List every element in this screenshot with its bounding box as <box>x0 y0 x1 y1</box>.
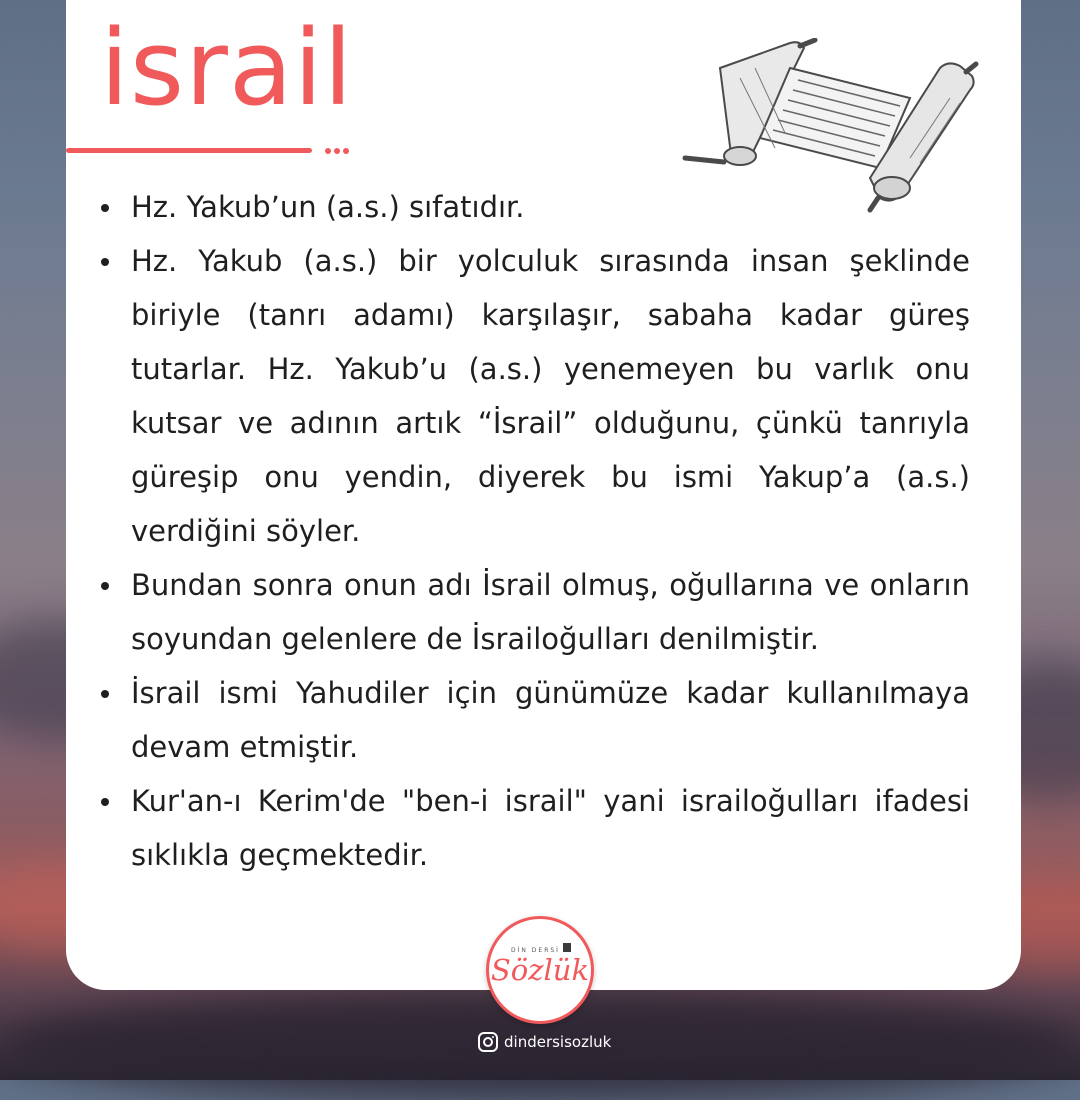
brand-logo <box>486 916 594 1024</box>
list-item: İsrail ismi Yahudiler için günümüze kadar kullanılmaya devam etmiştir. <box>98 666 970 774</box>
list-item: Hz. Yakub’un (a.s.) sıfatıdır. <box>98 180 970 234</box>
logo-top-text: DİN DERSİ <box>511 947 560 954</box>
list-item: Hz. Yakub (a.s.) bir yolculuk sırasında insan şeklinde biriyle (tanrı adamı) karşılaşır, sabaha kadar güreş tutarlar. Hz. Yakub’u (a.s.) yenemeyen bu varlık onu kutsar ve adının artık “İsrail” olduğunu, çünkü tanrıyla güreşip onu yendin, diyerek bu ismi Yakup’a (a.s.) verdiğini söyler. <box>98 234 970 558</box>
page-title: israil <box>100 7 354 129</box>
bullet-list <box>98 180 970 882</box>
title-dots <box>325 148 349 154</box>
social-handle[interactable] <box>478 1032 611 1052</box>
logo-main-text: Sözlük <box>490 953 590 987</box>
list-item: Bundan sonra onun adı İsrail olmuş, oğullarına ve onların soyundan gelenlere de İsrailoğulları denilmiştir. <box>98 558 970 666</box>
book-icon <box>563 943 571 952</box>
list-item: Kur'an-ı Kerim'de "ben-i israil" yani israiloğulları ifadesi sıklıkla geçmektedir. <box>98 774 970 882</box>
title-underline <box>66 148 312 153</box>
instagram-icon <box>478 1032 498 1052</box>
social-handle-text: dindersisozluk <box>504 1033 612 1051</box>
